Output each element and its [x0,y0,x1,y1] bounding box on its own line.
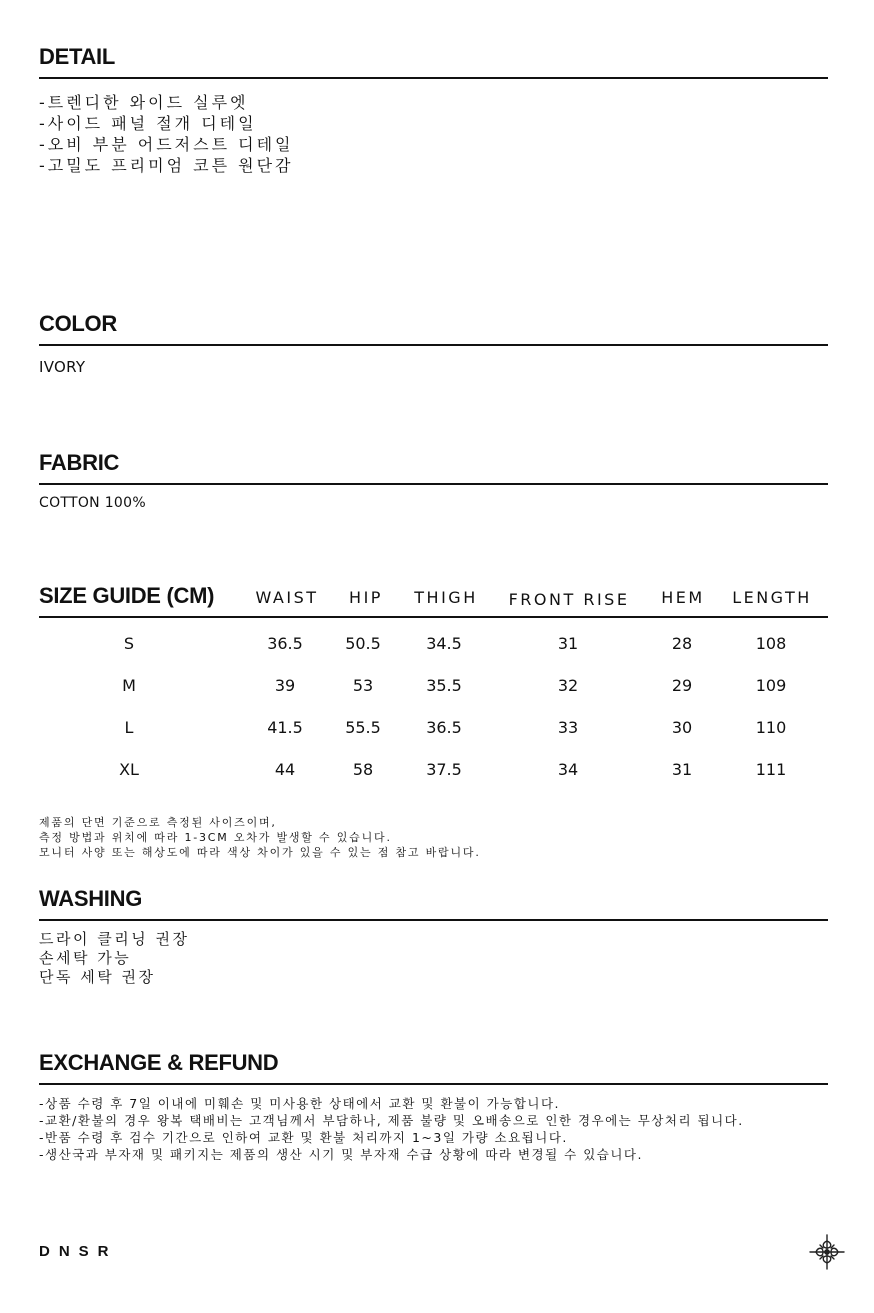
col-header-hip: HIP [349,588,383,607]
size-cell: 35.5 [426,676,462,695]
size-cell: 33 [557,718,579,737]
exchange-title: EXCHANGE & REFUND [39,1050,279,1075]
size-cell: 55.5 [345,718,381,737]
size-cell: 34 [557,760,579,779]
size-cell: 31 [671,760,693,779]
size-cell: 34.5 [426,634,462,653]
detail-list [39,92,294,176]
washing-divider [39,919,828,921]
size-cell: 28 [671,634,693,653]
exchange-list [39,1095,744,1163]
size-cell: 111 [755,760,787,779]
color-value: IVORY [39,358,86,376]
detail-line: -트렌디한 와이드 실루엣 [39,93,249,112]
size-note-line: 제품의 단면 기준으로 측정된 사이즈이며, [39,816,277,829]
washing-list [39,930,189,987]
washing-line: 손세탁 가능 [39,949,132,967]
exchange-line: -생산국과 부자재 및 패키지는 제품의 생산 시기 및 부자재 수급 상황에 따라 변경될 수 있습니다. [39,1147,643,1162]
size-cell: 44 [274,760,296,779]
size-cell: 36.5 [426,718,462,737]
washing-line: 단독 세탁 권장 [39,968,156,986]
color-title: COLOR [39,311,117,336]
detail-title: DETAIL [39,44,116,69]
size-label: S [123,634,135,653]
size-guide-divider [39,616,828,618]
size-notes [39,815,481,860]
detail-line: -고밀도 프리미엄 코튼 원단감 [39,156,294,175]
fabric-title: FABRIC [39,450,120,475]
size-cell: 36.5 [267,634,303,653]
detail-line: -사이드 패널 절개 디테일 [39,114,257,133]
washing-line: 드라이 클리닝 권장 [39,930,190,948]
size-label: L [124,718,134,737]
size-cell: 32 [557,676,579,695]
brand-logo: DNSR [39,1243,118,1260]
col-header-length: LENGTH [732,588,812,607]
size-cell: 53 [352,676,374,695]
col-header-hem: HEM [661,588,705,607]
size-label: XL [119,760,139,779]
detail-line: -오비 부분 어드저스트 디테일 [39,135,294,154]
size-label: M [122,676,136,695]
size-cell: 41.5 [267,718,303,737]
exchange-divider [39,1083,828,1085]
exchange-line: -반품 수령 후 검수 기간으로 인하여 교환 및 환불 처리까지 1~3일 가량 소요됩니다. [39,1130,568,1145]
size-guide-title: SIZE GUIDE (CM) [39,583,215,608]
size-cell: 50.5 [345,634,381,653]
fabric-value: COTTON 100% [39,495,146,511]
size-cell: 108 [755,634,787,653]
exchange-line: -교환/환불의 경우 왕복 택배비는 고객님께서 부담하나, 제품 불량 및 오배송으로 인한 경우에는 무상처리 됩니다. [39,1113,744,1128]
col-header-waist: WAIST [255,588,319,607]
size-cell: 58 [352,760,374,779]
size-note-line: 모니터 사양 또는 해상도에 따라 색상 차이가 있을 수 있는 점 참고 바랍니다. [39,846,481,859]
size-cell: 39 [274,676,296,695]
col-header-thigh: THIGH [414,588,478,607]
size-note-line: 측정 방법과 위치에 따라 1-3CM 오차가 발생할 수 있습니다. [39,831,392,844]
size-cell: 37.5 [426,760,462,779]
size-cell: 109 [755,676,787,695]
detail-divider [39,77,828,79]
exchange-line: -상품 수령 후 7일 이내에 미훼손 및 미사용한 상태에서 교환 및 환불이 가능합니다. [39,1096,561,1111]
size-cell: 30 [671,718,693,737]
size-cell: 31 [557,634,579,653]
size-cell: 110 [755,718,787,737]
color-divider [39,344,828,346]
fabric-divider [39,483,828,485]
size-cell: 29 [671,676,693,695]
col-header-front-rise: FRONT RISE [508,590,630,609]
ornament-cross-icon [808,1233,846,1271]
washing-title: WASHING [39,886,143,911]
